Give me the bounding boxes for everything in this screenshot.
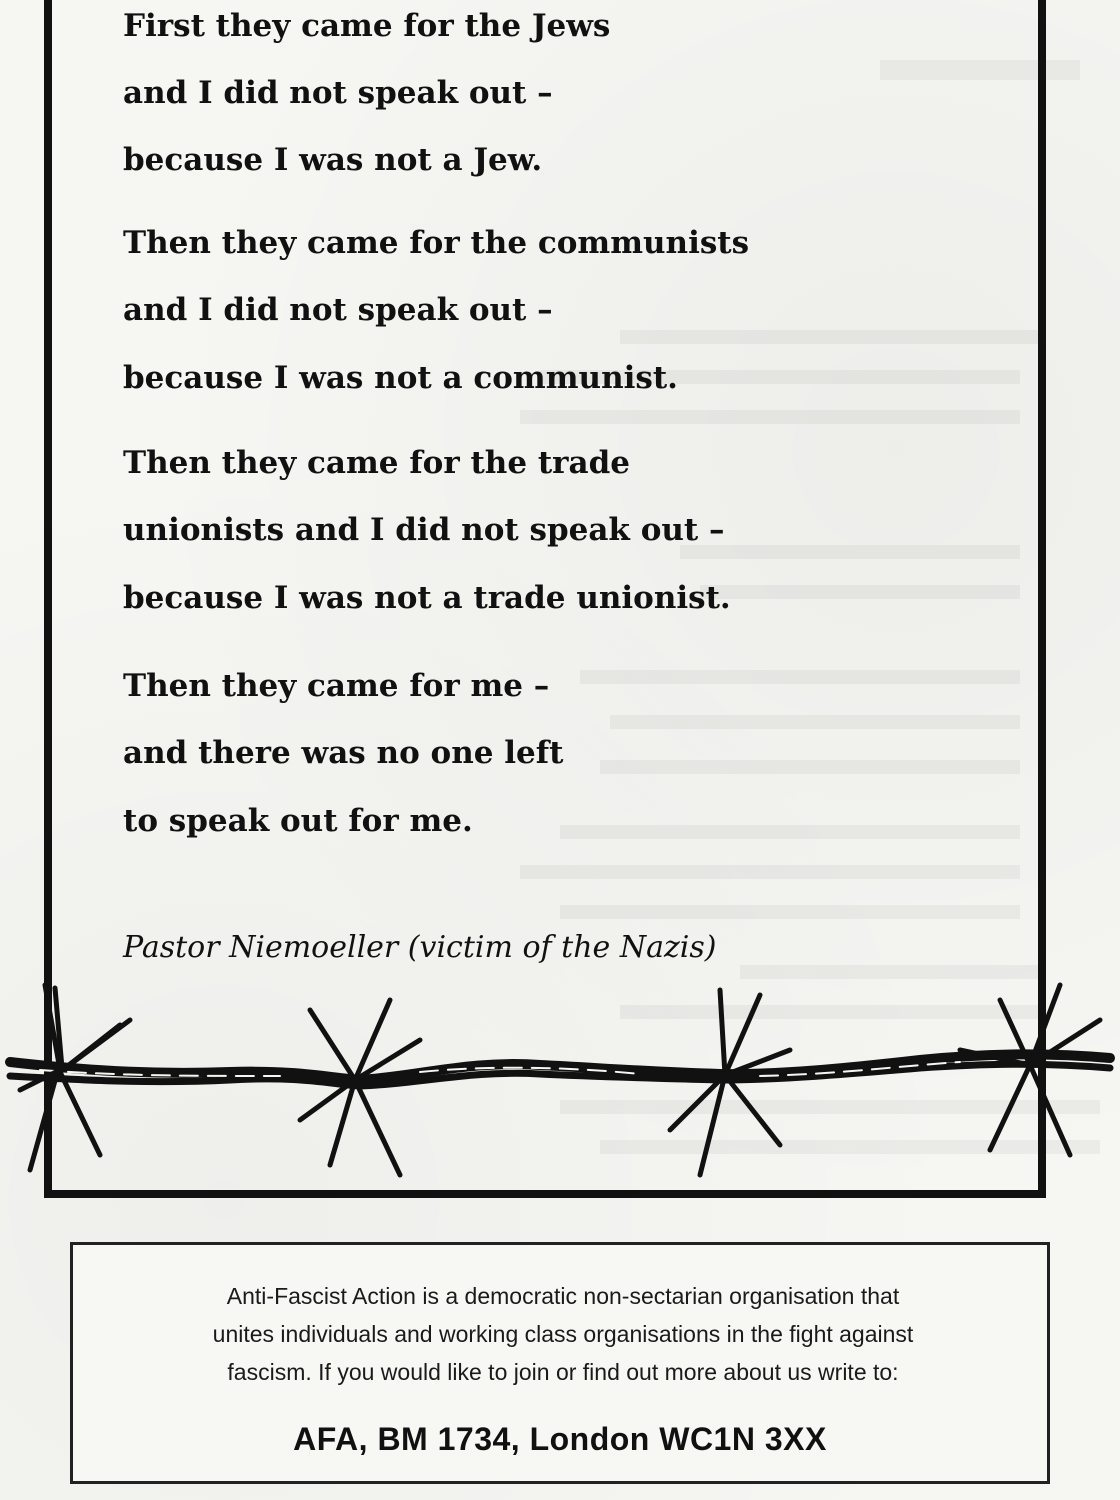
poem-line: Then they came for the communists xyxy=(123,225,750,261)
info-paragraph xyxy=(73,1277,1053,1391)
poem-line: because I was not a communist. xyxy=(123,360,678,396)
poem-line: and I did not speak out – xyxy=(123,75,553,111)
poem-line: because I was not a Jew. xyxy=(123,142,543,178)
poem-attribution: Pastor Niemoeller (victim of the Nazis) xyxy=(123,930,717,965)
poem-line: and I did not speak out – xyxy=(123,292,553,328)
poem-line: because I was not a trade unionist. xyxy=(123,580,731,616)
info-box xyxy=(70,1242,1050,1484)
info-line: Anti-Fascist Action is a democratic non-sectarian organisation that xyxy=(226,1283,900,1309)
info-line: unites individuals and working class organisations in the fight against xyxy=(212,1321,914,1347)
poem-line: unionists and I did not speak out – xyxy=(123,512,725,548)
poem-line: Then they came for the trade xyxy=(123,445,630,481)
poem-line: First they came for the Jews xyxy=(123,8,611,44)
info-line: fascism. If you would like to join or find out more about us write to: xyxy=(227,1359,899,1385)
poem-line: and there was no one left xyxy=(123,735,564,771)
barbed-wire-icon xyxy=(0,980,1120,1180)
postal-address: AFA, BM 1734, London WC1N 3XX xyxy=(293,1421,827,1457)
poem-line: to speak out for me. xyxy=(123,803,473,839)
poem-line: Then they came for me – xyxy=(123,668,550,704)
